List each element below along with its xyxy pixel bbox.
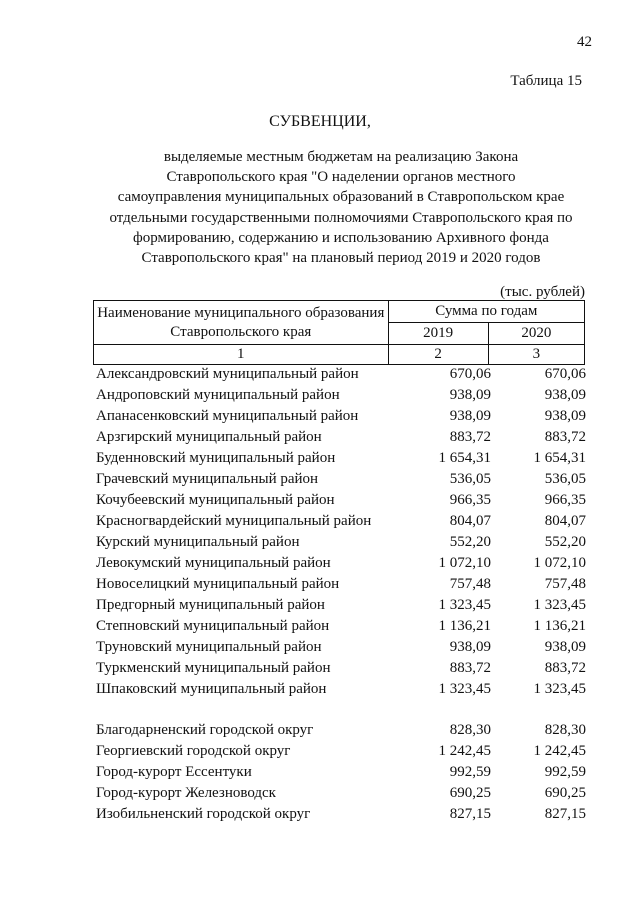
row-name: Степновский муниципальный район	[96, 618, 330, 634]
row-value-2020: 883,72	[544, 660, 586, 676]
row-value-2019: 536,05	[449, 471, 491, 487]
document-title: СУБВЕНЦИИ,	[269, 113, 371, 130]
row-value-2020: 757,48	[544, 576, 586, 592]
row-value-2020: 938,09	[544, 639, 586, 655]
row-value-2019: 552,20	[449, 534, 491, 550]
row-name: Туркменский муниципальный район	[96, 660, 331, 676]
row-value-2019: 757,48	[449, 576, 491, 592]
table-row	[96, 532, 586, 553]
subtitle-line: отдельными государственными полномочиями Ставропольского края по	[109, 209, 573, 226]
row-value-2020: 1 072,10	[533, 555, 586, 571]
row-name: Труновский муниципальный район	[96, 639, 322, 655]
subtitle-line: выделяемые местным бюджетам на реализацию Закона	[163, 149, 519, 165]
header-name-line1: Наименование муниципального образования	[97, 304, 385, 321]
header-year-2020: 2020	[488, 323, 584, 345]
row-value-2019: 938,09	[449, 639, 491, 655]
header-name-line2: Ставропольского края	[170, 323, 312, 340]
column-number-3: 3	[488, 345, 584, 365]
subtitle-line: самоуправления муниципальных образований в Ставропольском крае	[117, 189, 565, 206]
table-row	[96, 679, 586, 700]
table-body	[96, 364, 586, 825]
row-value-2019: 1 242,45	[438, 743, 491, 759]
table-row	[96, 741, 586, 762]
table-row	[96, 658, 586, 679]
row-value-2020: 938,09	[544, 387, 586, 403]
table-row	[96, 574, 586, 595]
row-value-2019: 883,72	[449, 660, 491, 676]
document-subtitle	[96, 147, 586, 268]
table-row	[96, 490, 586, 511]
row-value-2020: 883,72	[544, 429, 586, 445]
row-value-2019: 1 323,45	[438, 681, 491, 697]
row-name: Город-курорт Ессентуки	[96, 764, 252, 780]
subtitle-line: Ставропольского края" на плановый период 2019 и 2020 годов	[141, 250, 541, 267]
row-value-2019: 804,07	[449, 513, 491, 529]
districts-group	[96, 364, 586, 700]
row-value-2019: 670,06	[449, 366, 491, 382]
row-value-2020: 938,09	[544, 408, 586, 424]
row-value-2020: 827,15	[544, 806, 586, 822]
row-name: Город-курорт Железноводск	[96, 785, 276, 801]
table-row	[96, 595, 586, 616]
table-row	[96, 469, 586, 490]
header-year-2019: 2019	[388, 323, 488, 345]
row-value-2020: 1 323,45	[533, 597, 586, 613]
row-name: Шпаковский муниципальный район	[96, 681, 327, 697]
table-row	[96, 385, 586, 406]
row-value-2019: 938,09	[449, 387, 491, 403]
row-value-2020: 992,59	[544, 764, 586, 780]
table-row	[96, 804, 586, 825]
table-row	[96, 637, 586, 658]
column-number-1: 1	[94, 345, 389, 365]
row-name: Благодарненский городской округ	[96, 722, 314, 738]
row-name: Александровский муниципальный район	[96, 366, 359, 382]
subtitle-line: формированию, содержанию и использованию Архивного фонда	[133, 229, 549, 246]
row-value-2019: 1 136,21	[438, 618, 491, 634]
table-row	[96, 406, 586, 427]
row-name: Грачевский муниципальный район	[96, 471, 319, 487]
row-name: Предгорный муниципальный район	[96, 597, 325, 613]
okrugs-group	[96, 720, 586, 825]
row-value-2020: 1 323,45	[533, 681, 586, 697]
row-value-2019: 1 654,31	[438, 450, 491, 466]
table-row	[96, 511, 586, 532]
row-name: Буденновский муниципальный район	[96, 450, 336, 466]
row-value-2020: 1 136,21	[533, 618, 586, 634]
table-row	[96, 448, 586, 469]
row-name: Андроповский муниципальный район	[96, 387, 340, 403]
row-value-2019: 828,30	[449, 722, 491, 738]
header-amount-column: Сумма по годам	[388, 301, 584, 323]
page-number: 42	[577, 34, 592, 50]
row-name: Арзгирский муниципальный район	[96, 429, 322, 445]
table-row	[96, 762, 586, 783]
row-name: Георгиевский городской округ	[96, 743, 291, 759]
row-value-2020: 966,35	[544, 492, 586, 508]
table-row	[96, 427, 586, 448]
row-name: Новоселицкий муниципальный район	[96, 576, 340, 592]
row-value-2019: 827,15	[449, 806, 491, 822]
row-name: Изобильненский городской округ	[96, 806, 311, 822]
table-header	[93, 300, 585, 365]
row-value-2019: 938,09	[449, 408, 491, 424]
row-name: Красногвардейский муниципальный район	[96, 513, 372, 529]
table-row	[96, 616, 586, 637]
table-row	[96, 783, 586, 804]
table-row	[96, 364, 586, 385]
row-value-2019: 883,72	[449, 429, 491, 445]
units-note: (тыс. рублей)	[500, 284, 585, 300]
header-name-column	[94, 301, 389, 345]
row-value-2019: 690,25	[449, 785, 491, 801]
table-label: Таблица 15	[510, 73, 582, 89]
row-value-2019: 966,35	[449, 492, 491, 508]
group-spacer	[96, 700, 586, 720]
row-value-2020: 536,05	[544, 471, 586, 487]
subtitle-line: Ставропольского края "О наделении органов местного	[166, 169, 516, 186]
row-name: Апанасенковский муниципальный район	[96, 408, 359, 424]
row-value-2020: 690,25	[544, 785, 586, 801]
row-value-2020: 828,30	[544, 722, 586, 738]
row-value-2020: 1 242,45	[533, 743, 586, 759]
row-name: Левокумский муниципальный район	[96, 555, 331, 571]
row-value-2020: 552,20	[544, 534, 586, 550]
column-number-2: 2	[388, 345, 488, 365]
table-row	[96, 553, 586, 574]
row-value-2020: 670,06	[544, 366, 586, 382]
table-row	[96, 720, 586, 741]
row-value-2019: 1 072,10	[438, 555, 491, 571]
row-value-2020: 1 654,31	[533, 450, 586, 466]
row-name: Курский муниципальный район	[96, 534, 300, 550]
row-value-2019: 992,59	[449, 764, 491, 780]
row-name: Кочубеевский муниципальный район	[96, 492, 335, 508]
row-value-2020: 804,07	[544, 513, 586, 529]
row-value-2019: 1 323,45	[438, 597, 491, 613]
